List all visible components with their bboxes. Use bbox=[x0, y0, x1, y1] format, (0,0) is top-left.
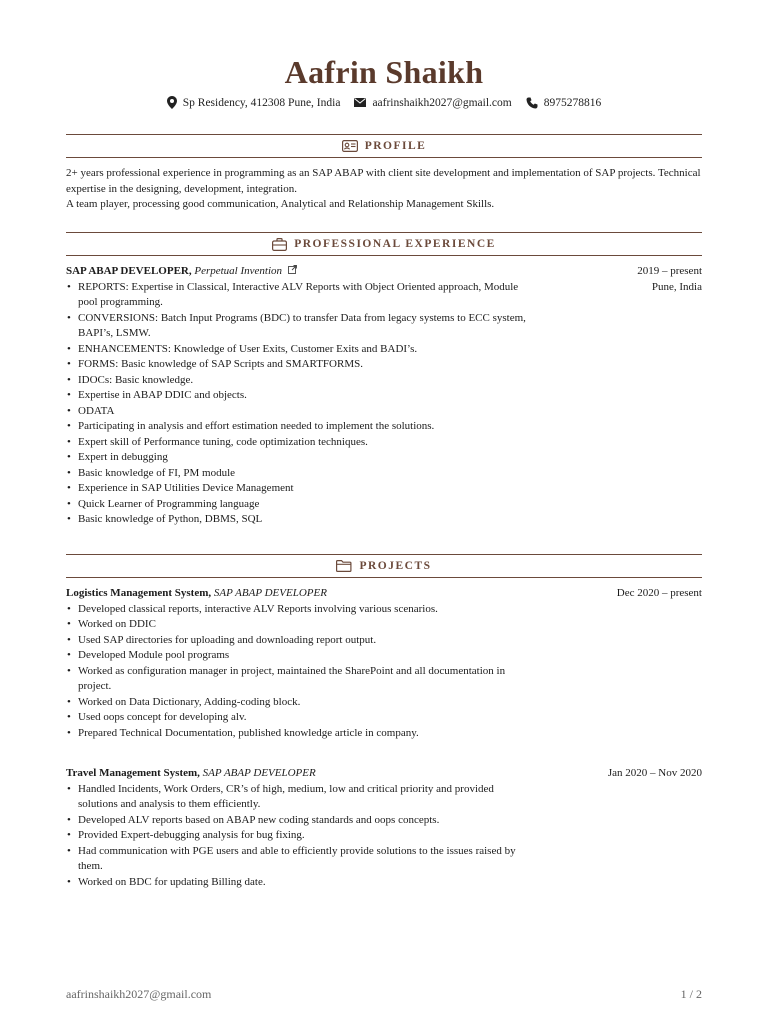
project-name: Logistics Management System, bbox=[66, 587, 212, 599]
company-link[interactable]: Perpetual Invention bbox=[194, 265, 283, 277]
list-item: • Worked on Data Dictionary, Adding-coding block. bbox=[66, 695, 536, 711]
project-role: SAP ABAP DEVELOPER bbox=[213, 587, 327, 599]
list-item: • Developed ALV reports based on ABAP new coding standards and oops concepts. bbox=[66, 813, 536, 829]
section-title-experience: PROFESSIONAL EXPERIENCE bbox=[294, 238, 496, 250]
list-item: • REPORTS: Expertise in Classical, Interactive ALV Reports with Object Oriented approach, Module pool programming. bbox=[66, 280, 536, 311]
resume-page bbox=[66, 0, 702, 1024]
phone-text[interactable]: 8975278816 bbox=[543, 96, 602, 109]
entry-header bbox=[66, 766, 702, 782]
list-item: • Experience in SAP Utilities Device Management bbox=[66, 481, 536, 497]
list-item: • ODATA bbox=[66, 404, 536, 420]
briefcase-icon bbox=[272, 238, 287, 251]
list-item: • IDOCs: Basic knowledge. bbox=[66, 373, 536, 389]
entry-title bbox=[66, 264, 297, 280]
entry-title bbox=[66, 766, 316, 782]
list-item: • Participating in analysis and effort estimation needed to implement the solutions. bbox=[66, 419, 536, 435]
job-role: SAP ABAP DEVELOPER, bbox=[66, 265, 192, 277]
footer-email[interactable]: aafrinshaikh2027@gmail.com bbox=[66, 987, 212, 1001]
profile-line: A team player, processing good communication, Analytical and Relationship Management Skills. bbox=[66, 198, 495, 210]
list-item: • Used oops concept for developing alv. bbox=[66, 710, 536, 726]
contact-email[interactable] bbox=[354, 97, 511, 109]
entry-header bbox=[66, 586, 702, 602]
job-location: Pune, India bbox=[651, 280, 702, 293]
list-item: • Handled Incidents, Work Orders, CR’s of high, medium, low and critical priority and provided solutions and analysis to them efficiently. bbox=[66, 782, 536, 813]
list-item: • ENHANCEMENTS: Knowledge of User Exits, Customer Exits and BADI’s. bbox=[66, 342, 536, 358]
project-name: Travel Management System, bbox=[66, 767, 200, 779]
profile-summary bbox=[66, 166, 702, 213]
list-item: • Had communication with PGE users and able to efficiently provide solutions to the issues raised by them. bbox=[66, 844, 536, 875]
contact-bar bbox=[66, 96, 702, 109]
list-item: • Provided Expert-debugging analysis for bug fixing. bbox=[66, 828, 536, 844]
list-item: • Used SAP directories for uploading and downloading report output. bbox=[66, 633, 536, 649]
entry-header bbox=[66, 264, 702, 280]
id-card-icon bbox=[342, 140, 358, 152]
section-header-experience bbox=[66, 232, 702, 256]
section-header-projects bbox=[66, 554, 702, 578]
experience-entry bbox=[66, 264, 702, 528]
email-link[interactable]: aafrinshaikh2027@gmail.com bbox=[372, 96, 512, 109]
project-role: SAP ABAP DEVELOPER bbox=[202, 767, 316, 779]
list-item: • Worked on DDIC bbox=[66, 617, 536, 633]
list-item: • Basic knowledge of FI, PM module bbox=[66, 466, 536, 482]
external-link-icon[interactable] bbox=[288, 265, 297, 274]
list-item: • Quick Learner of Programming language bbox=[66, 497, 536, 513]
page-number: 1 / 2 bbox=[680, 987, 702, 1001]
project-dates: Dec 2020 – present bbox=[616, 587, 702, 599]
list-item: • Basic knowledge of Python, DBMS, SQL bbox=[66, 512, 536, 528]
project-entry bbox=[66, 586, 702, 741]
contact-phone[interactable] bbox=[526, 97, 602, 109]
candidate-name: Aafrin Shaikh bbox=[284, 54, 484, 90]
location-text: Sp Residency, 412308 Pune, India bbox=[182, 96, 341, 109]
job-dates: 2019 – present bbox=[637, 265, 702, 277]
entry-body bbox=[66, 280, 702, 528]
contact-location bbox=[167, 96, 341, 109]
list-item: • Prepared Technical Documentation, published knowledge article in company. bbox=[66, 726, 536, 742]
profile-line: 2+ years professional experience in programming as an SAP ABAP with client site development and implementation of SAP projects. Technical expertise in the designing, development, integration. bbox=[66, 167, 701, 195]
list-item: • Developed Module pool programs bbox=[66, 648, 536, 664]
project-dates: Jan 2020 – Nov 2020 bbox=[607, 767, 702, 779]
section-title-projects: PROJECTS bbox=[359, 560, 432, 572]
project-bullets bbox=[66, 782, 536, 891]
list-item: • Expert skill of Performance tuning, code optimization techniques. bbox=[66, 435, 536, 451]
list-item: • CONVERSIONS: Batch Input Programs (BDC) to transfer Data from legacy systems to ECC system, BAPI’s, LSMW. bbox=[66, 311, 536, 342]
project-entry bbox=[66, 766, 702, 890]
section-title-profile: PROFILE bbox=[364, 140, 427, 152]
phone-icon bbox=[526, 97, 538, 109]
experience-bullets bbox=[66, 280, 536, 528]
list-item: • FORMS: Basic knowledge of SAP Scripts and SMARTFORMS. bbox=[66, 357, 536, 373]
section-header-profile bbox=[66, 134, 702, 158]
page-footer bbox=[66, 987, 702, 1002]
list-item: • Expert in debugging bbox=[66, 450, 536, 466]
list-item: • Expertise in ABAP DDIC and objects. bbox=[66, 388, 536, 404]
project-bullets bbox=[66, 602, 536, 742]
list-item: • Worked as configuration manager in project, maintained the SharePoint and all documentation in project. bbox=[66, 664, 536, 695]
list-item: • Developed classical reports, interactive ALV Reports involving various scenarios. bbox=[66, 602, 536, 618]
list-item: • Worked on BDC for updating Billing date. bbox=[66, 875, 536, 891]
folder-icon bbox=[336, 560, 352, 572]
envelope-icon bbox=[354, 98, 366, 107]
entry-title bbox=[66, 586, 327, 602]
map-pin-icon bbox=[167, 96, 177, 109]
